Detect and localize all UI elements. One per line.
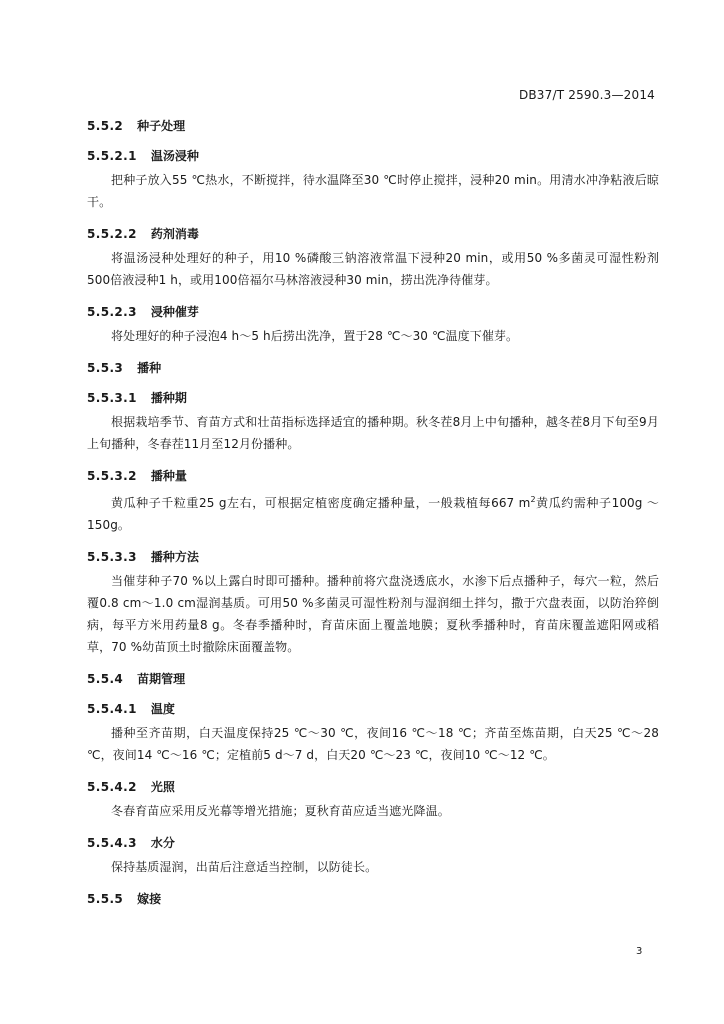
heading-5-5-3-3 (87, 549, 659, 566)
heading-title: 嫁接 (137, 892, 162, 906)
heading-title: 苗期管理 (137, 672, 186, 686)
paragraph-5-5-4-2: 冬春育苗应采用反光幕等增光措施；夏秋育苗应适当遮光降温。 (111, 804, 450, 818)
heading-number: 5.5.5 (87, 892, 124, 906)
heading-number: 5.5.4.1 (87, 702, 137, 716)
heading-title: 温汤浸种 (150, 149, 199, 163)
heading-number: 5.5.3.3 (87, 550, 137, 564)
heading-title: 浸种催芽 (150, 305, 199, 319)
heading-title: 播种量 (150, 469, 187, 483)
heading-title: 种子处理 (137, 119, 186, 133)
heading-number: 5.5.2.2 (87, 227, 137, 241)
heading-title: 播种期 (150, 391, 187, 405)
heading-5-5-5 (87, 891, 659, 908)
heading-5-5-2 (87, 118, 659, 135)
heading-number: 5.5.2 (87, 119, 124, 133)
paragraph-text: 黄瓜种子千粒重25 g左右，可根据定植密度确定播种量，一般栽植每667 m (111, 496, 531, 510)
heading-5-5-2-2 (87, 226, 659, 243)
heading-5-5-3 (87, 360, 659, 377)
heading-title: 药剂消毒 (150, 227, 199, 241)
heading-title: 播种方法 (150, 550, 199, 564)
paragraph-5-5-4-3: 保持基质湿润，出苗后注意适当控制，以防徒长。 (111, 860, 378, 874)
heading-number: 5.5.2.3 (87, 305, 137, 319)
heading-5-5-4-1 (87, 701, 659, 718)
heading-5-5-4-3 (87, 835, 659, 852)
heading-number: 5.5.4 (87, 672, 124, 686)
page-number: 3 (636, 946, 643, 957)
paragraph-5-5-2-2: 将温汤浸种处理好的种子，用10 %磷酸三钠溶液常温下浸种20 min，或用50 %多菌灵可湿性粉剂500倍液浸种1 h，或用100倍福尔马林溶液浸种30 min，捞出洗净待催芽。 (87, 251, 659, 287)
paragraph-5-5-2-1: 把种子放入55 ℃热水，不断搅拌，待水温降至30 ℃时停止搅拌，浸种20 min。用清水冲净粘液后晾干。 (87, 173, 659, 209)
heading-number: 5.5.3.2 (87, 469, 137, 483)
heading-title: 水分 (150, 836, 175, 850)
paragraph-5-5-3-1: 根据栽培季节、育苗方式和壮苗指标选择适宜的播种期。秋冬茬8月上中旬播种，越冬茬8月下旬至9月上旬播种，冬春茬11月至12月份播种。 (87, 415, 659, 451)
heading-number: 5.5.3 (87, 361, 124, 375)
document-code: DB37/T 2590.3—2014 (518, 88, 655, 102)
heading-title: 光照 (150, 780, 175, 794)
heading-number: 5.5.4.2 (87, 780, 137, 794)
heading-number: 5.5.4.3 (87, 836, 137, 850)
heading-5-5-3-2 (87, 468, 659, 485)
heading-5-5-3-1 (87, 390, 659, 407)
paragraph-5-5-3-2 (87, 489, 659, 536)
paragraph-5-5-4-1: 播种至齐苗期，白天温度保持25 ℃～30 ℃，夜间16 ℃～18 ℃；齐苗至炼苗期，白天25 ℃～28 ℃，夜间14 ℃～16 ℃；定植前5 d～7 d，白天20 ℃～23 ℃，夜间10 ℃～12 ℃。 (87, 726, 659, 762)
heading-number: 5.5.3.1 (87, 391, 137, 405)
paragraph-5-5-3-3: 当催芽种子70 %以上露白时即可播种。播种前将穴盘浇透底水，水渗下后点播种子，每穴一粒，然后覆0.8 cm～1.0 cm湿润基质。可用50 %多菌灵可湿性粉剂与湿润细土拌匀，撒于穴盘表面，以防治猝倒病，每平方米用药量8 g。冬春季播种时，育苗床面上覆盖地膜；夏秋季播种时，育苗床覆盖遮阳网或稻草，70 %幼苗顶土时撤除床面覆盖物。 (87, 574, 659, 654)
heading-5-5-4-2 (87, 779, 659, 796)
heading-5-5-4 (87, 671, 659, 688)
heading-title: 播种 (137, 361, 162, 375)
heading-number: 5.5.2.1 (87, 149, 137, 163)
paragraph-5-5-2-3: 将处理好的种子浸泡4 h～5 h后捞出洗净，置于28 ℃～30 ℃温度下催芽。 (111, 329, 519, 343)
paragraph-text: 黄瓜约需种子100g ～150g。 (87, 496, 659, 532)
heading-title: 温度 (150, 702, 175, 716)
superscript: 2 (530, 495, 536, 504)
heading-5-5-2-3 (87, 304, 659, 321)
heading-5-5-2-1 (87, 148, 659, 165)
document-body (87, 118, 659, 908)
